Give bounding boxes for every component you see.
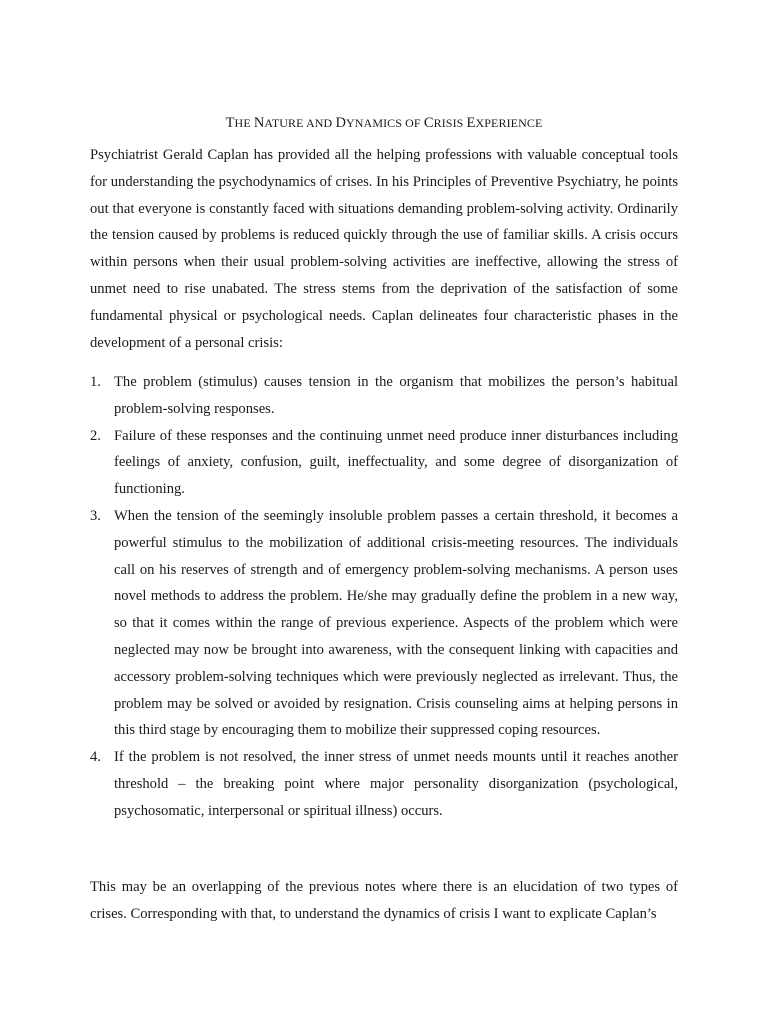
list-item — [90, 369, 678, 423]
list-item-number: 1. — [90, 374, 101, 390]
title-part: C — [423, 115, 434, 132]
title-part: T — [225, 115, 235, 132]
list-item-number: 2. — [90, 427, 101, 444]
closing-paragraph: This may be an overlapping of the previous notes where there is an elucidation of two types of crises. Corresponding with that, to understand the dynamics of crisis I want to explicate Caplan’s — [90, 879, 678, 922]
crisis-phases-list — [90, 369, 678, 825]
title-part: D — [335, 115, 347, 132]
list-item-number: 3. — [90, 507, 101, 524]
title-part: E — [466, 115, 476, 132]
list-item-text: Failure of these responses and the continuing unmet need produce inner disturbances including feelings of anxiety, confusion, guilt, ineffectuality, and some degree of disorganization of functioning. — [114, 427, 678, 498]
list-item — [90, 503, 678, 744]
title-part: ATURE AND — [264, 116, 336, 131]
list-item-text: The problem (stimulus) causes tension in the organism that mobilizes the person’s habitual problem-solving responses. — [114, 374, 678, 417]
list-item — [90, 744, 678, 824]
title-part: XPERIENCE — [475, 116, 543, 131]
title-part: RISIS — [433, 116, 467, 131]
document-title — [90, 115, 678, 131]
intro-paragraph: Psychiatrist Gerald Caplan has provided all the helping professions with valuable conceptual tools for understanding the psychodynamics of crises. In his Principles of Preventive Psychiatry, he points out that everyone is constantly faced with situations demanding problem-solving activity. Ordinarily the tension caused by problems is reduced quickly through the use of familiar skills. A crisis occurs within persons when their usual problem-solving activities are ineffective, allowing the stress of unmet need to rise unabated. The stress stems from the deprivation of the satisfaction of some fundamental physical or psychological needs. Caplan delineates four characteristic phases in the development of a personal crisis: — [90, 147, 678, 351]
list-item-text: If the problem is not resolved, the inner stress of unmet needs mounts until it reaches another threshold – the breaking point where major personality disorganization (psychological, psychosomatic, interpersonal or spiritual illness) occurs. — [114, 749, 678, 819]
title-part: N — [253, 115, 265, 132]
list-item-text: When the tension of the seemingly insoluble problem passes a certain threshold, it becomes a powerful stimulus to the mobilization of additional crisis-meeting resources. The individuals call on his reserves of strength and of emergency problem-solving mechanisms. A person uses novel methods to address the problem. He/she may gradually define the problem in a new way, so that it comes within the range of previous experience. Aspects of the problem which were neglected may now be brought into awareness, with the consequent linking with capacities and accessory problem-solving techniques which were previously neglected as irrelevant. Thus, the problem may be solved or avoided by resignation. Crisis counseling aims at helping persons in this third stage by encouraging them to mobilize their suppressed coping resources. — [114, 507, 678, 739]
list-item — [90, 423, 678, 503]
title-part: HE — [234, 116, 254, 131]
list-item-number: 4. — [90, 749, 101, 766]
title-part: YNAMICS OF — [346, 116, 424, 131]
